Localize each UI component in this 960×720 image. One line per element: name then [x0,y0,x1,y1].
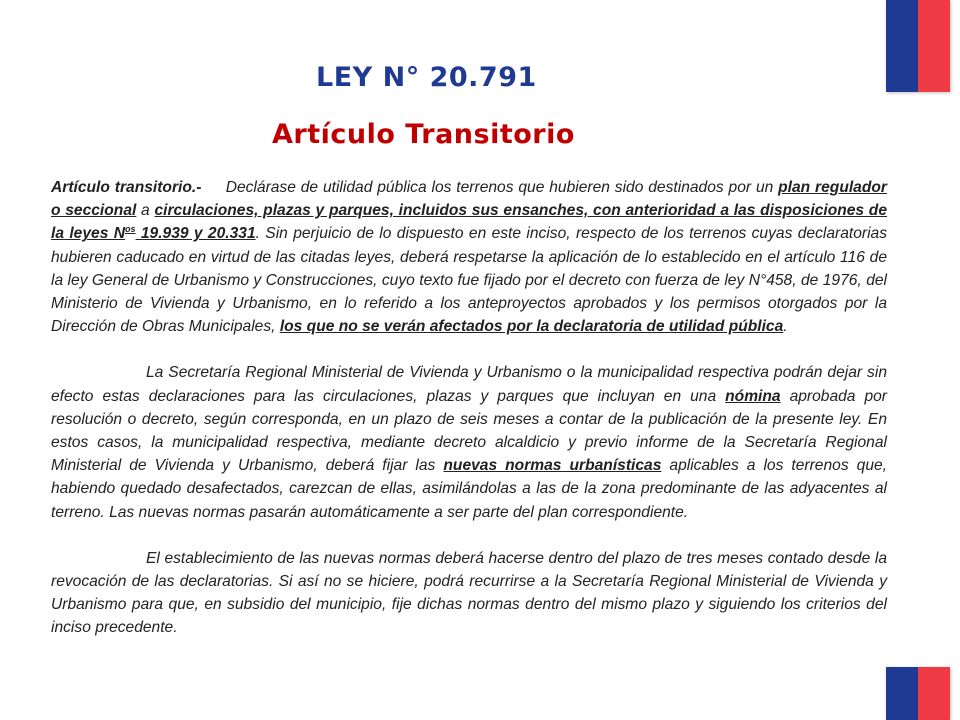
flag-red-stripe [918,667,950,720]
underlined-phrase: circulaciones, plazas y parques, incluidos sus ensanches, con anterioridad a las disposiciones de la leyes N [51,202,888,243]
text-span: La Secretaría Regional Ministerial de Vivienda y Urbanismo o la municipalidad respectiva podrán dejar sin efecto estas declaraciones para las circulaciones, plazas y parques que incluyan en una [51,364,887,405]
text-span: . [783,318,788,336]
paragraph-1 [51,176,887,338]
text-span: El establecimiento de las nuevas normas deberá hacerse dentro del plazo de tres meses contado desde la revocación de las declaratorias. Si así no se hiciere, podrá recurrirse a la Secretaría Regional Ministerial de Vivienda y Urbanismo para que, en subsidio del municipio, fije dichas normas dentro del mismo plazo y siguiendo los criterios del inciso precedente. [51,549,887,637]
flag-red-stripe [918,0,950,92]
article-title: Artículo Transitorio [272,119,575,150]
chile-flag-top [886,0,950,92]
superscript-text: os [125,224,136,235]
article-body [51,176,887,663]
flag-blue-stripe [886,0,918,92]
text-span: aprobada por resolución o decreto, según corresponda, en un plazo de seis meses a contar de la publicación de la presente ley. En estos casos, la municipalidad respectiva, mediante decreto alcaldicio y previo informe de la Secretaría Regional Ministerial de Vivienda y Urbanismo, deberá fijar las [51,387,887,475]
text-span: . Sin perjuicio de lo dispuesto en este inciso, respecto de los terrenos cuyas declaratorias hubieren caducado en virtud de las citadas leyes, deberá respetarse la aplicación de lo establecido en el artículo 116 de la ley General de Urbanismo y Construcciones, cuyo texto fue fijado por el decreto con fuerza de ley N°458, de 1976, del Ministerio de Vivienda y Urbanismo, en lo referido a los anteproyectos aprobados y los permisos otorgados por la Dirección de Obras Municipales, [51,225,887,336]
paragraph-lead: Artículo transitorio.- [51,179,202,196]
underlined-phrase: nómina [725,387,781,405]
paragraph-3 [51,547,887,640]
text-span: aplicables a los terrenos que, habiendo quedado desafectados, carezcan de ellas, asimilándolas a las de la zona predominante de las adyacentes al terreno. Las nuevas normas pasarán automáticamente a ser parte del plan correspondiente. [51,457,887,521]
underlined-phrase: plan regulador o seccional [51,179,887,220]
text-span: a [136,202,155,220]
flag-blue-stripe [886,667,918,720]
chile-flag-bottom [886,667,950,720]
underlined-phrase: 19.939 y 20.331 [135,225,256,243]
underlined-phrase: los que no se verán afectados por la declaratoria de utilidad pública [279,318,784,336]
law-title: LEY N° 20.791 [316,62,537,93]
paragraph-2 [51,361,887,523]
text-span: Declárase de utilidad pública los terrenos que hubieren sido destinados por un [225,179,779,196]
underlined-phrase: nuevas normas urbanísticas [443,457,662,475]
